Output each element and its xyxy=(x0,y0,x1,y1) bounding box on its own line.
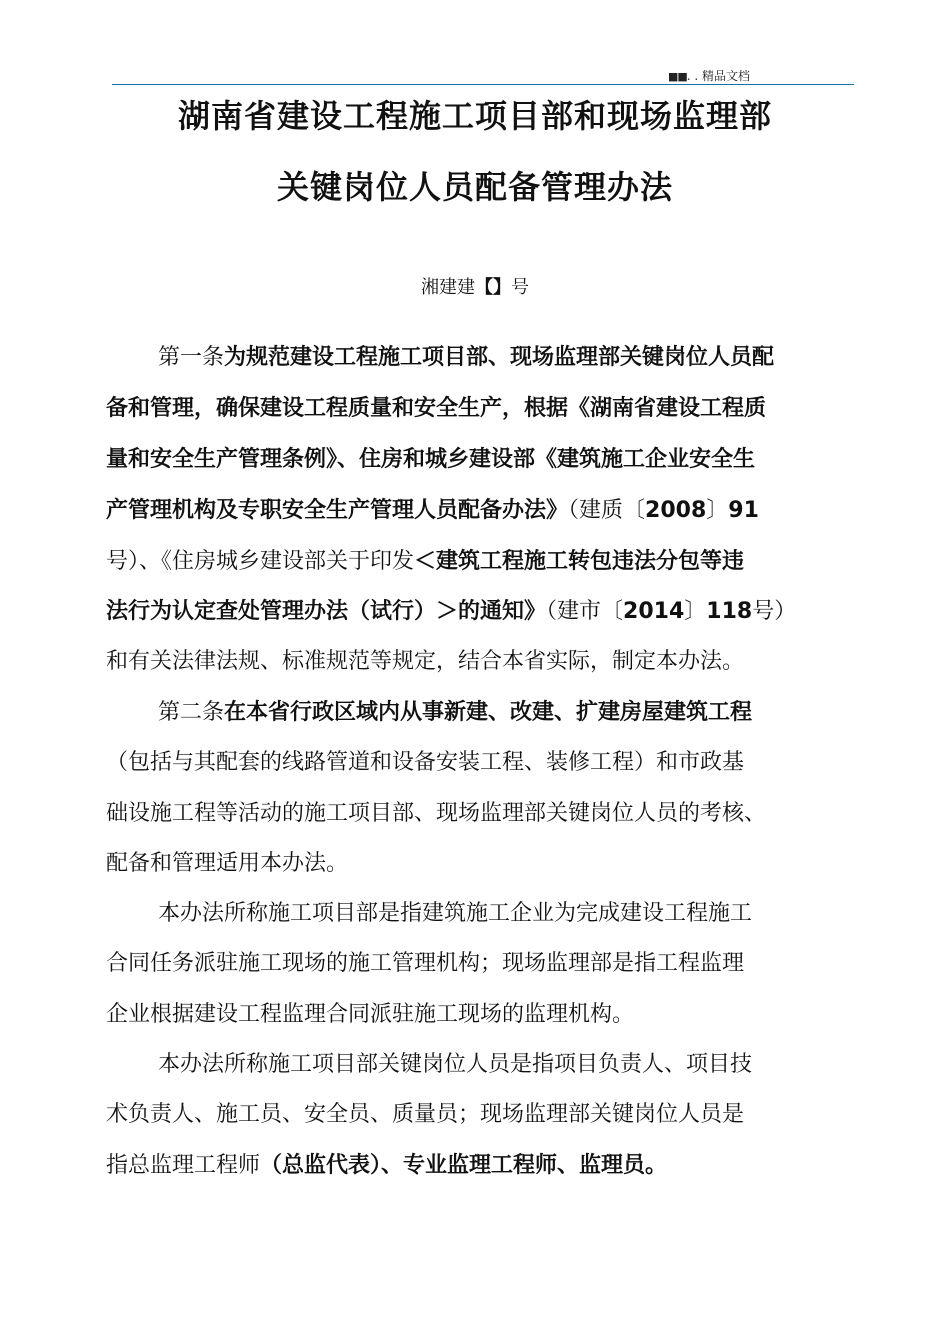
body-text: 在本省行政区域内从事新建、改建、扩建房屋建筑工程 xyxy=(224,700,753,725)
header-rule xyxy=(112,84,854,85)
body-number: 2008 xyxy=(645,498,707,523)
body-line: 和有关法律法规、标准规范等规定，结合本省实际，制定本办法。 xyxy=(106,649,745,674)
body-text: （建质〔 xyxy=(568,498,646,523)
body-line: 备和管理，确保建设工程质量和安全生产，根据《湖南省建设工程质 xyxy=(106,396,767,421)
body-text: （总监代表）、专业监理工程师、监理员。 xyxy=(260,1153,668,1178)
body-line xyxy=(106,496,759,526)
body-text: 号）、《住房城乡建设部关于印发 xyxy=(106,549,415,574)
body-text: 〕 xyxy=(684,599,707,624)
body-text: （建市〔 xyxy=(546,599,624,624)
body-line: （包括与其配套的线路管道和设备安装工程、装修工程）和市政基 xyxy=(106,750,745,775)
body-number: 91 xyxy=(728,498,759,523)
body-text: 〕 xyxy=(706,498,729,523)
body-number: 2014 xyxy=(623,599,685,624)
article-label: 第二条 xyxy=(158,700,225,725)
document-number-bracket: 【】 xyxy=(475,277,511,298)
body-line xyxy=(106,597,796,627)
body-line: 术负责人、施工员、安全员、质量员；现场监理部关键岗位人员是 xyxy=(106,1102,745,1127)
header-text: . . 精品文档 xyxy=(686,69,751,83)
document-title-line-1: 湖南省建设工程施工项目部和现场监理部 xyxy=(177,97,772,135)
body-text: ＜建筑工程施工转包违法分包等违 xyxy=(414,549,745,574)
article-label: 第一条 xyxy=(158,345,225,370)
header-mark: ■■ xyxy=(668,70,687,83)
body-line: 本办法所称施工项目部是指建筑施工企业为完成建设工程施工 xyxy=(158,901,753,926)
document-number-suffix: 号 xyxy=(511,277,529,298)
body-line xyxy=(106,547,744,577)
body-line: 量和安全生产管理条例》、住房和城乡建设部《建筑施工企业安全生 xyxy=(106,447,756,472)
body-line xyxy=(106,1151,667,1181)
body-text: 法行为认定查处管理办法（试行）＞的通知》 xyxy=(106,599,547,624)
body-line: 配备和管理适用本办法。 xyxy=(106,851,349,876)
body-line: 础设施工程等活动的施工项目部、现场监理部关键岗位人员的考核、 xyxy=(106,801,767,826)
document-title-line-2: 关键岗位人员配备管理办法 xyxy=(276,168,673,206)
body-number: 118 xyxy=(706,599,753,624)
document-number xyxy=(0,276,950,300)
body-text: 号） xyxy=(752,599,797,624)
body-line: 合同任务派驻施工现场的施工管理机构；现场监理部是指工程监理 xyxy=(106,951,745,976)
body-text: 指总监理工程师 xyxy=(106,1153,261,1178)
body-line: 本办法所称施工项目部关键岗位人员是指项目负责人、项目技 xyxy=(158,1052,753,1077)
body-line: 企业根据建设工程监理合同派驻施工现场的监理机构。 xyxy=(106,1002,635,1027)
header-label xyxy=(668,69,750,84)
body-line xyxy=(158,698,752,728)
body-text: 产管理机构及专职安全生产管理人员配备办法》 xyxy=(106,498,569,523)
body-line xyxy=(158,343,774,373)
document-number-prefix: 湘建建 xyxy=(421,277,475,298)
body-text: 为规范建设工程施工项目部、现场监理部关键岗位人员配 xyxy=(224,345,775,370)
